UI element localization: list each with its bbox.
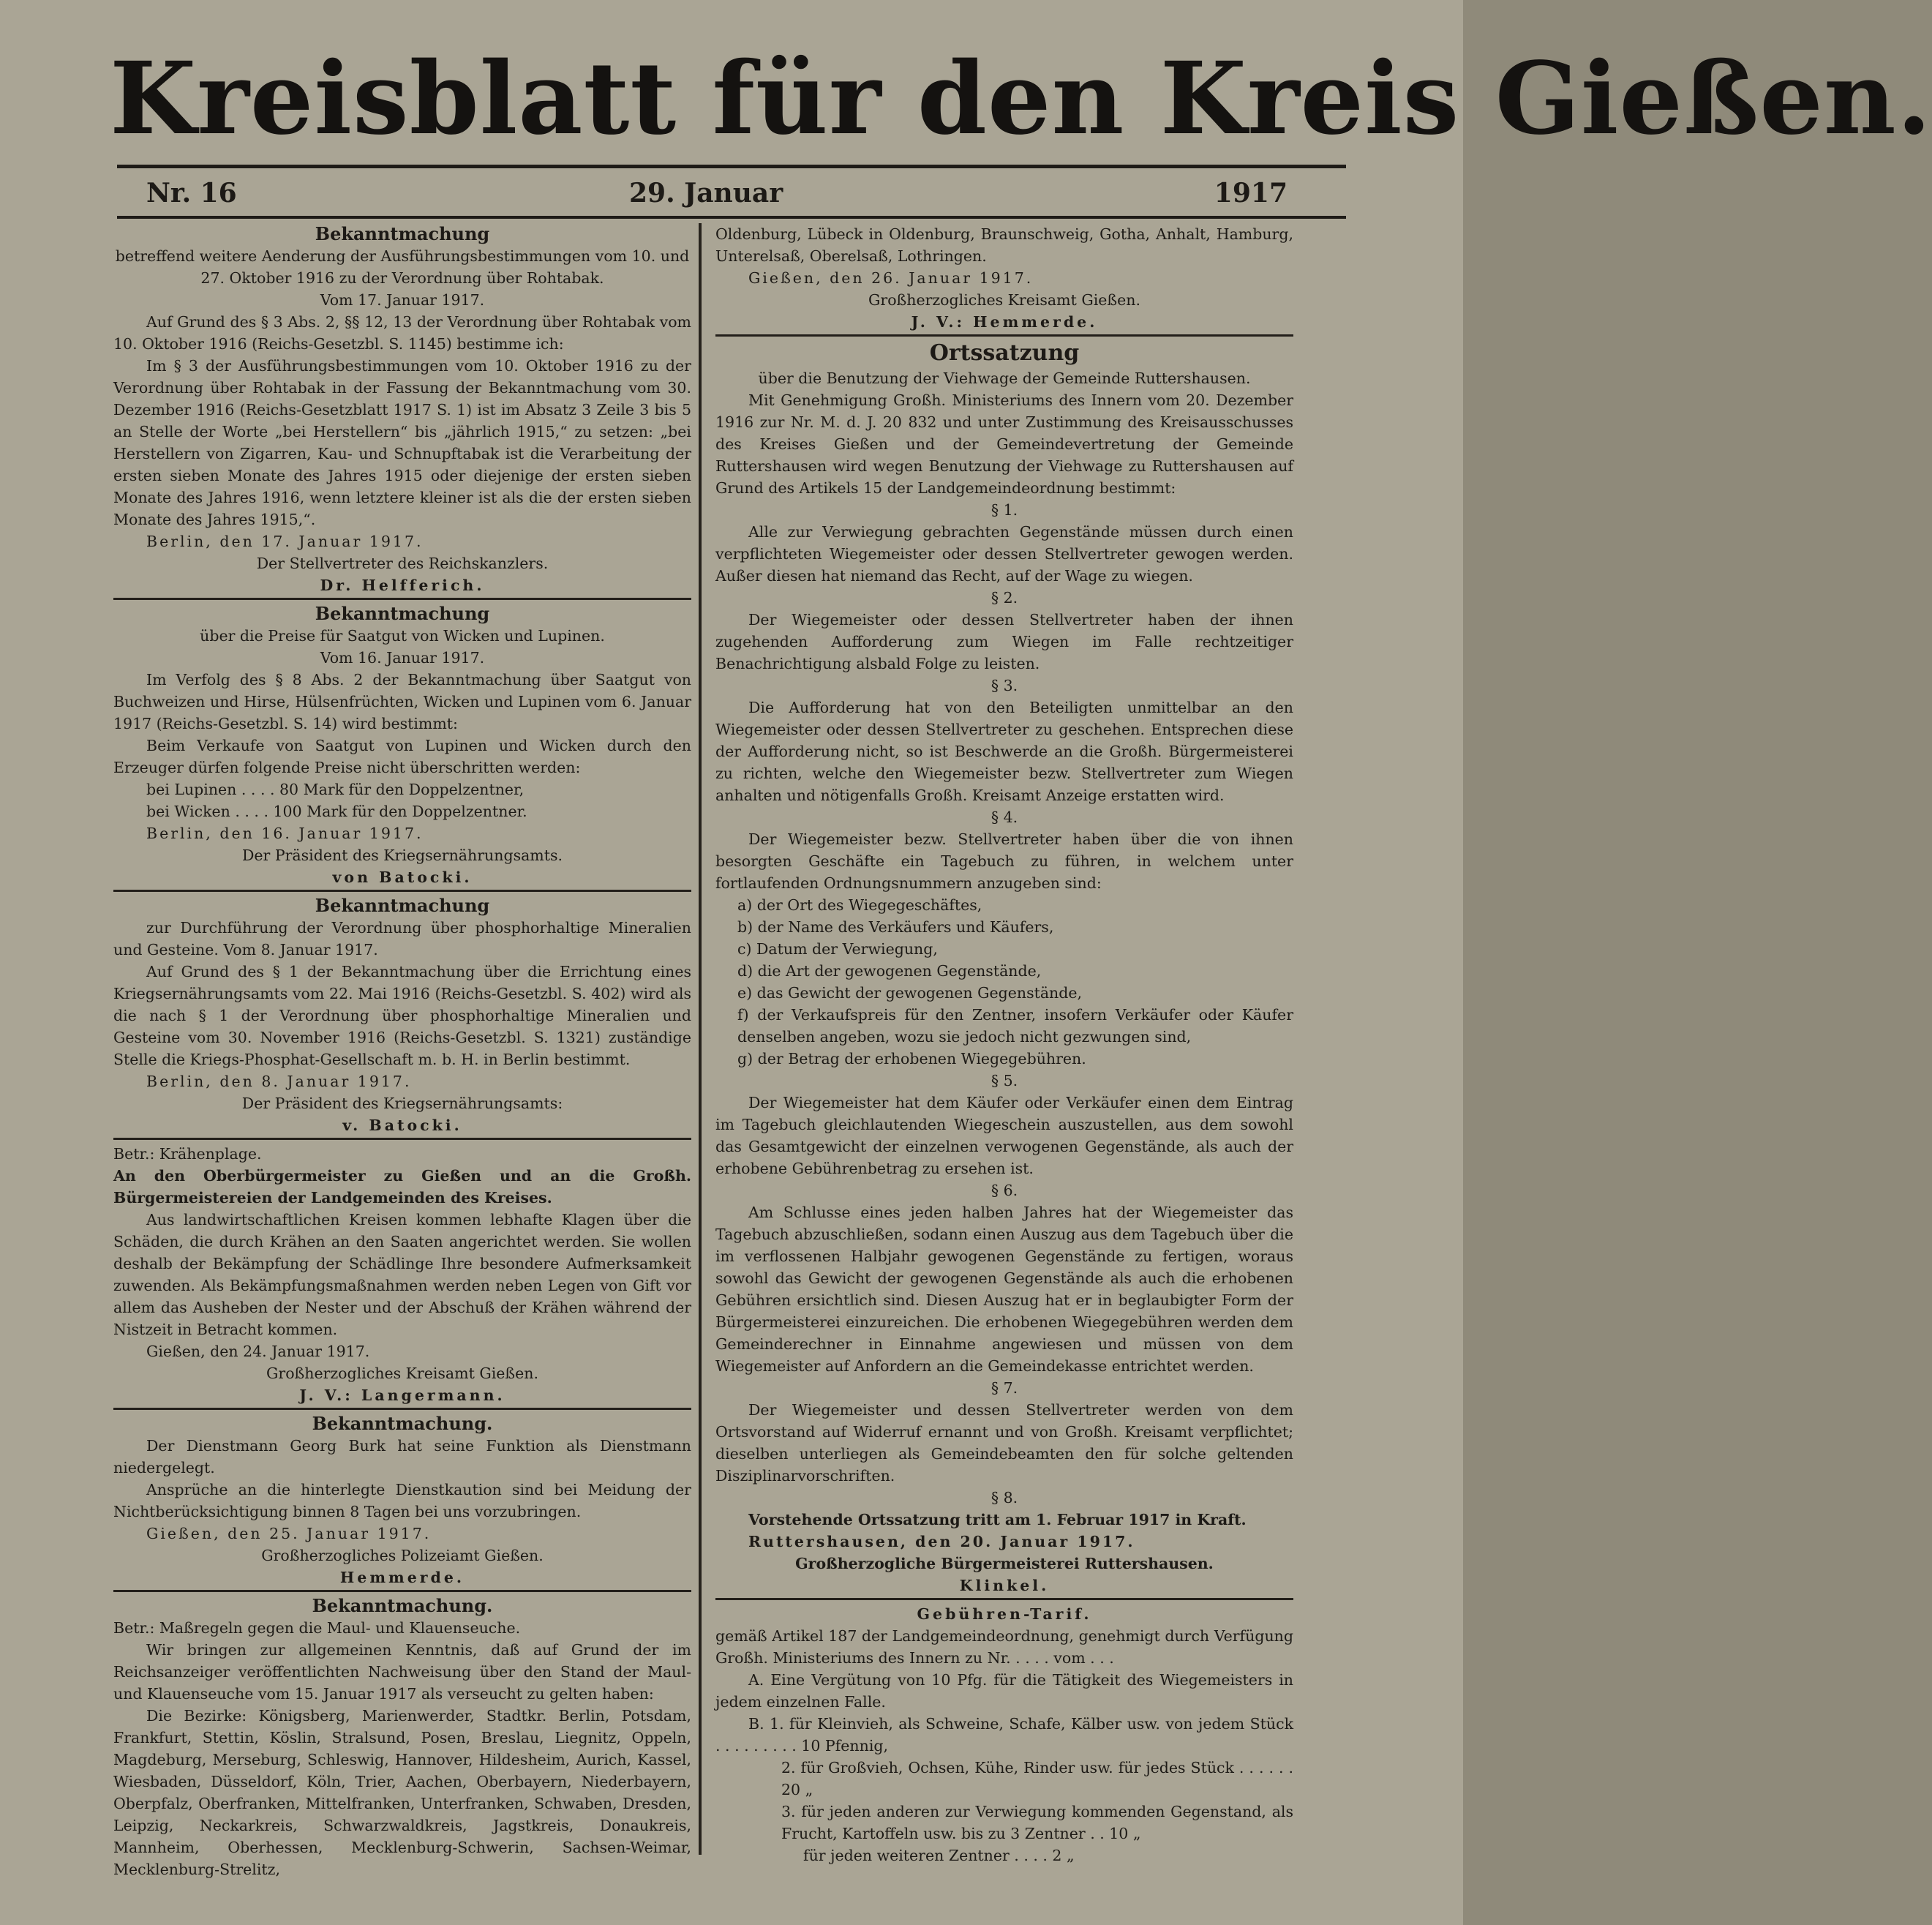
section-text: Der Wiegemeister oder dessen Stellvertreter haben der ihnen zugehenden Aufforderung zum Wiegen im Falle rechtzeitiger Benachrichtigung alsbald Folge zu leisten. [715, 611, 1293, 672]
section-text: Der Wiegemeister bezw. Stellvertreter haben über die von ihnen besorgten Geschäfte ein Tagebuch zu führen, in welchem unter fortlaufenden Ordnungsnummern anzugeben sind: [715, 830, 1293, 892]
intro: über die Preise für Saatgut von Wicken und Lupinen. [200, 627, 605, 645]
separator [113, 890, 691, 892]
tariff-item: 2. für Großvieh, Ochsen, Kühe, Rinder usw. für jedes Stück . . . . . . 20 „ [781, 1759, 1293, 1798]
heading: Gebühren-Tarif. [917, 1605, 1092, 1623]
place-date: Gießen, den 26. Januar 1917. [748, 269, 1034, 287]
heading: Bekanntmachung [315, 223, 490, 244]
section-mark: § 6. [991, 1182, 1018, 1199]
announcement-saatgut [113, 603, 691, 888]
date: Vom 17. Januar 1917. [320, 291, 485, 309]
office: Der Präsident des Kriegsernährungsamts. [241, 847, 563, 864]
price-line: bei Lupinen . . . . 80 Mark für den Doppelzentner, [146, 781, 525, 798]
announcement-kraehen [113, 1143, 691, 1406]
section-mark: § 2. [991, 589, 1018, 607]
heading: Bekanntmachung. [312, 1595, 493, 1616]
signature: J. V.: Langermann. [299, 1386, 505, 1404]
issue-number: Nr. 16 [146, 178, 237, 209]
tariff-item: A. Eine Vergütung von 10 Pfg. für die Tätigkeit des Wiegemeisters in jedem einzelnen Falle. [715, 1671, 1293, 1711]
intro: gemäß Artikel 187 der Landgemeindeordnung, genehmigt durch Verfügung Großh. Ministeriums des Innern zu Nr. . . . . vom . . . [715, 1627, 1293, 1667]
office: Großherzogliche Bürgermeisterei Ruttershausen. [795, 1555, 1214, 1572]
office: Der Präsident des Kriegsernährungsamts: [241, 1095, 563, 1112]
district-list: Die Bezirke: Königsberg, Marienwerder, Stadtkr. Berlin, Potsdam, Frankfurt, Stettin, Köslin, Stralsund, Posen, Breslau, Liegnitz, Oppeln, Magdeburg, Merseburg, Schleswig, Hannover, Hildesheim, Aurich, Kassel, Wiesbaden, Düsseldorf, Köln, Trier, Aachen, Oberbayern, Niederbayern, Oberpfalz, Oberfranken, Mittelfranken, Unterfranken, Schwaben, Dresden, Leipzig, Neckarkreis, Schwarzwaldkreis, Jagstkreis, Donaukreis, Mannheim, Oberhessen, Mecklenburg-Schwerin, Sachsen-Weimar, Mecklenburg-Strelitz, [113, 1707, 691, 1878]
subject: Betr.: Maßregeln gegen die Maul- und Klauenseuche. [113, 1619, 521, 1637]
intro: zur Durchführung der Verordnung über phosphorhaltige Mineralien und Gesteine. Vom 8. Januar 1917. [113, 919, 691, 958]
separator [113, 1408, 691, 1410]
tariff-item: für jeden weiteren Zentner . . . . 2 „ [803, 1847, 1075, 1864]
section-text: Die Aufforderung hat von den Beteiligten unmittelbar an den Wiegemeister oder dessen Stellvertreter zu geschehen. Entsprechen diese der Aufforderung nicht, so ist Beschwerde an die Großh. Bürgermeisterei zu richten, welche den Wiegemeister bezw. Stellvertreter zum Wiegen anhalten und nötigenfalls Großh. Kreisamt Anzeige erstatten wird. [715, 699, 1293, 804]
place-date: Berlin, den 16. Januar 1917. [146, 825, 424, 842]
section-mark: § 3. [991, 677, 1018, 694]
newspaper-title: Kreisblatt für den Kreis Gießen. [110, 40, 1932, 157]
paragraph: Wir bringen zur allgemeinen Kenntnis, daß auf Grund der im Reichsanzeiger veröffentlichten Nachweisung über den Stand der Maul- und Klauenseuche vom 15. Januar 1917 als verseucht zu gelten haben: [113, 1641, 691, 1703]
dateline [146, 174, 1288, 212]
heading: Bekanntmachung. [312, 1413, 493, 1434]
issue-year: 1917 [1214, 178, 1288, 209]
register-list [715, 894, 1293, 1070]
subject: Betr.: Krähenplage. [113, 1145, 262, 1163]
signature: von Batocki. [332, 868, 473, 886]
paragraph: Auf Grund des § 3 Abs. 2, §§ 12, 13 der Verordnung über Rohtabak vom 10. Oktober 1916 (Reichs-Gesetzbl. S. 1145) bestimme ich: [113, 313, 691, 353]
list-item: a) der Ort des Wiegegeschäftes, [737, 896, 982, 914]
paragraph: Auf Grund des § 1 der Bekanntmachung über die Errichtung eines Kriegsernährungsamts vom 22. Mai 1916 (Reichs-Gesetzbl. S. 402) wird als die nach § 1 der Verordnung über phosphorhaltige Mineralien und Gesteine vom 30. November 1916 (Reichs-Gesetzbl. S. 1321) zuständige Stelle die Kriegs-Phosphat-Gesellschaft m. b. H. in Berlin bestimmt. [113, 963, 691, 1068]
paragraph: Ansprüche an die hinterlegte Dienstkaution sind bei Meidung der Nichtberücksichtigung binnen 8 Tagen bei uns vorzubringen. [113, 1481, 691, 1520]
district-list: Oldenburg, Lübeck in Oldenburg, Braunschweig, Gotha, Anhalt, Hamburg, Unterelsaß, Oberelsaß, Lothringen. [715, 225, 1293, 265]
paragraph: Im § 3 der Ausführungsbestimmungen vom 10. Oktober 1916 zu der Verordnung über Rohtabak in der Fassung der Bekanntmachung vom 30. Dezember 1916 (Reichs-Gesetzblatt 1917 S. 1) ist im Absatz 3 Zeile 3 bis 5 an Stelle der Worte „bei Herstellern“ bis „jährlich 1915,“ zu setzen: „bei Herstellern von Zigarren, Kau- und Schnupftabak ist die Verarbeitung der ersten sieben Monate des Jahres 1915 oder diejenige der ersten sieben Monate des Jahres 1916, wenn letztere kleiner ist als die der ersten sieben Monate des Jahres 1915,“. [113, 357, 691, 528]
announcement-phosphor [113, 895, 691, 1136]
heading: Ortssatzung [929, 340, 1080, 366]
ortssatzung [715, 339, 1293, 1596]
list-item: e) das Gewicht der gewogenen Gegenstände, [737, 984, 1083, 1002]
section-mark: § 4. [991, 808, 1018, 826]
masthead-rule-bottom [117, 216, 1346, 219]
paragraph: Aus landwirtschaftlichen Kreisen kommen lebhafte Klagen über die Schäden, die durch Krähen an den Saaten angerichtet werden. Sie wollen deshalb der Bekämpfung der Schädlinge Ihre besondere Aufmerksamkeit zuwenden. Als Bekämpfungsmaßnahmen werden neben Legen von Gift vor allem das Ausheben der Nester und der Abschuß der Krähen während der Nistzeit in Betracht kommen. [113, 1211, 691, 1338]
intro: betreffend weitere Aenderung der Ausführungsbestimmungen vom 10. und 27. Oktober 1916 zu der Verordnung über Rohtabak. [115, 247, 690, 287]
signature: Hemmerde. [339, 1569, 465, 1586]
announcement-seuche [113, 1595, 691, 1880]
left-column [113, 223, 691, 1880]
place-date: Gießen, den 25. Januar 1917. [146, 1525, 432, 1542]
signature: J. V.: Hemmerde. [911, 313, 1098, 331]
separator [715, 334, 1293, 337]
section-mark: § 5. [991, 1072, 1018, 1089]
announcement-seuche-continued [715, 223, 1293, 333]
intro: über die Benutzung der Viehwage der Gemeinde Ruttershausen. [758, 369, 1251, 387]
separator [113, 1590, 691, 1592]
column-divider [699, 223, 702, 1855]
section-mark: § 7. [991, 1379, 1018, 1397]
right-column [715, 223, 1293, 1866]
signature: Klinkel. [959, 1577, 1050, 1594]
address: An den Oberbürgermeister zu Gießen und an die Großh. Bürgermeistereien der Landgemeinden des Kreises. [113, 1167, 691, 1207]
masthead-rule-top [117, 165, 1346, 168]
heading: Bekanntmachung [315, 895, 490, 916]
gebuehren-tarif [715, 1603, 1293, 1866]
section-mark: § 1. [991, 501, 1018, 519]
paragraph: Beim Verkaufe von Saatgut von Lupinen und Wicken durch den Erzeuger dürfen folgende Preise nicht überschritten werden: [113, 737, 691, 776]
place-date: Berlin, den 8. Januar 1917. [146, 1073, 412, 1090]
list-item: d) die Art der gewogenen Gegenstände, [737, 962, 1042, 980]
tariff-item: B. 1. für Kleinvieh, als Schweine, Schafe, Kälber usw. von jedem Stück . . . . . . . . . 10 Pfennig, [715, 1715, 1293, 1755]
section-text: Am Schlusse eines jeden halben Jahres hat der Wiegemeister das Tagebuch abzuschließen, sodann einen Auszug aus dem Tagebuch über die im verflossenen Halbjahr gewogenen Gegenstände zu fertigen, woraus sowohl das Gewicht der gewogenen Gegenstände als auch die erhobenen Gebühren ersichtlich sind. Diesen Auszug hat er in beglaubigter Form der Bürgermeisterei einzureichen. Die erhobenen Wiegegebühren werden dem Gemeinderechner in Einnahme angewiesen und müssen von dem Wiegemeister auf Anfordern an die Gemeindekasse entrichtet werden. [715, 1204, 1293, 1375]
section-text: Vorstehende Ortssatzung tritt am 1. Februar 1917 in Kraft. [748, 1511, 1247, 1528]
section-text: Alle zur Verwiegung gebrachten Gegenstände müssen durch einen verpflichteten Wiegemeister oder dessen Stellvertreter gewogen werden. Außer diesen hat niemand das Recht, auf der Wage zu wiegen. [715, 523, 1293, 585]
heading: Bekanntmachung [315, 603, 490, 624]
office: Der Stellvertreter des Reichskanzlers. [256, 555, 549, 572]
masthead [110, 37, 1932, 161]
section-text: Der Wiegemeister hat dem Käufer oder Verkäufer einen dem Eintrag im Tagebuch gleichlautenden Wiegeschein auszustellen, aus dem sowohl das Gesamtgewicht der einzelnen verwogenen Gegenstände, als auch der erhobene Gebührenbetrag zu ersehen ist. [715, 1094, 1293, 1177]
office: Großherzogliches Kreisamt Gießen. [266, 1365, 538, 1382]
place-date: Gießen, den 24. Januar 1917. [146, 1343, 370, 1360]
price-line: bei Wicken . . . . 100 Mark für den Doppelzentner. [146, 803, 527, 820]
announcement-dienstmann [113, 1413, 691, 1588]
list-item: c) Datum der Verwiegung, [737, 940, 938, 958]
announcement-rohtabak [113, 223, 691, 596]
section-text: Der Wiegemeister und dessen Stellvertreter werden von dem Ortsvorstand auf Widerruf ernannt und von Großh. Kreisamt verpflichtet; dieselben unterliegen als Gemeindebeamten den für solche geltenden Disziplinarvorschriften. [715, 1401, 1293, 1485]
separator [113, 598, 691, 600]
list-item: b) der Name des Verkäufers und Käufers, [737, 918, 1054, 936]
place-date: Ruttershausen, den 20. Januar 1917. [748, 1533, 1135, 1550]
separator [715, 1598, 1293, 1600]
issue-date: 29. Januar [629, 178, 783, 209]
paragraph: Im Verfolg des § 8 Abs. 2 der Bekanntmachung über Saatgut von Buchweizen und Hirse, Hülsenfrüchten, Wicken und Lupinen vom 6. Januar 1917 (Reichs-Gesetzbl. S. 14) wird bestimmt: [113, 671, 691, 732]
tariff-item: 3. für jeden anderen zur Verwiegung kommenden Gegenstand, als Frucht, Kartoffeln usw. bis zu 3 Zentner . . 10 „ [781, 1803, 1293, 1842]
list-item: g) der Betrag der erhobenen Wiegegebühren. [737, 1050, 1086, 1067]
list-item: f) der Verkaufspreis für den Zentner, insofern Verkäufer oder Käufer denselben angeben, wozu sie jedoch nicht gezwungen sind, [737, 1006, 1293, 1046]
signature: Dr. Helfferich. [320, 577, 485, 594]
separator [113, 1138, 691, 1140]
paragraph: Der Dienstmann Georg Burk hat seine Funktion als Dienstmann niedergelegt. [113, 1437, 691, 1476]
office: Großherzogliches Polizeiamt Gießen. [261, 1547, 544, 1564]
paragraph: Mit Genehmigung Großh. Ministeriums des Innern vom 20. Dezember 1916 zur Nr. M. d. J. 20 832 und unter Zustimmung des Kreisausschusses des Kreises Gießen und der Gemeindevertretung der Gemeinde Ruttershausen wird wegen Benutzung der Viehwage zu Ruttershausen auf Grund des Artikels 15 der Landgemeindeordnung bestimmt: [715, 391, 1293, 497]
section-mark: § 8. [991, 1489, 1018, 1506]
date: Vom 16. Januar 1917. [320, 649, 485, 667]
office: Großherzogliches Kreisamt Gießen. [868, 291, 1140, 309]
signature: v. Batocki. [342, 1117, 462, 1134]
place-date: Berlin, den 17. Januar 1917. [146, 533, 424, 550]
